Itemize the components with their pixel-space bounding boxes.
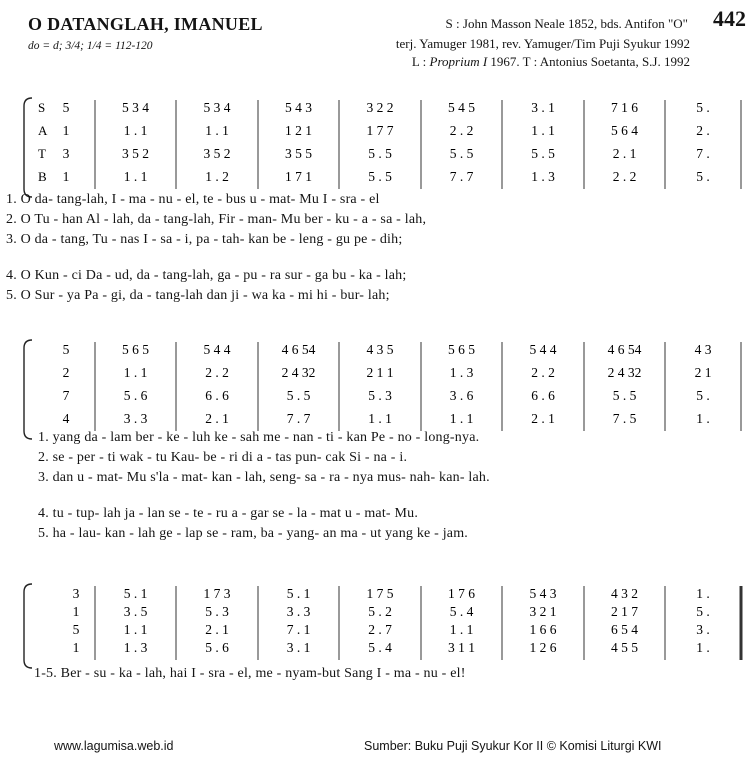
note-group: 1 . 3 xyxy=(449,365,474,380)
note-group: 5 4 3 xyxy=(529,586,557,601)
note-group: 5 6 5 xyxy=(448,342,475,357)
note-group: 1 . 1 xyxy=(123,365,148,380)
note-group: 2 . 2 xyxy=(449,123,474,138)
note-group: 5 4 4 xyxy=(529,342,557,357)
note-group: 3 1 1 xyxy=(448,640,475,655)
note-group: 4 5 5 xyxy=(611,640,638,655)
lyrics-verse-line: 4. tu - tup- lah ja - lan se - te - ru a - gar se - la - mat u - mat- Mu. xyxy=(38,506,419,521)
note-group: 1 . xyxy=(696,586,710,601)
note-group: 2 . 2 xyxy=(205,365,229,380)
note-group: 5 . 3 xyxy=(205,604,229,619)
note-group: 3 5 2 xyxy=(203,146,231,161)
note-group: 6 . 6 xyxy=(205,388,229,403)
note-group: 4 3 2 xyxy=(611,586,638,601)
note-group: 1 6 6 xyxy=(529,622,557,637)
hymn-number: 442 xyxy=(713,6,746,31)
note-group: 7 xyxy=(62,388,70,403)
lyrics-verse-line: 5. ha - lau- kan - lah ge - lap se - ram, ba - yang- an ma - ut yang ke - jam. xyxy=(38,526,468,541)
note-group: 1 xyxy=(72,604,80,619)
note-group: 3 . 1 xyxy=(531,100,555,115)
system-bracket xyxy=(24,340,32,439)
system-bracket xyxy=(24,584,32,668)
note-group: 5 . xyxy=(696,604,710,619)
note-group: 1 . 1 xyxy=(368,411,392,426)
note-group: 1 2 1 xyxy=(285,123,312,138)
note-group: 2 . 2 xyxy=(531,365,555,380)
note-group: 1 7 3 xyxy=(203,586,231,601)
note-group: 5 . 5 xyxy=(612,388,637,403)
note-group: 1 . 1 xyxy=(123,622,148,637)
meter-tempo: do = d; 3/4; 1/4 = 112-120 xyxy=(28,40,153,52)
system-1-notation xyxy=(0,92,746,202)
voice-label-a: A xyxy=(38,123,48,138)
credit-tune: L : Proprium I 1967. T : Antonius Soetanta, S.J. 1992 xyxy=(411,54,690,69)
note-group: 1 . 1 xyxy=(123,123,148,138)
note-group: 2 . 1 xyxy=(612,146,637,161)
note-group: 5 4 3 xyxy=(285,100,312,115)
note-group: 4 6 54 xyxy=(607,342,642,357)
note-group: 1 . xyxy=(696,411,710,426)
note-group: 5 xyxy=(62,100,70,115)
note-group: 5 . 4 xyxy=(368,640,392,655)
note-group: 7 . 7 xyxy=(286,411,311,426)
note-group: 5 . xyxy=(696,388,710,403)
voice-label-t: T xyxy=(38,146,46,161)
lyrics-verse-line: 1-5. Ber - su - ka - lah, hai I - sra - el, me - nyam-but Sang I - ma - nu - el! xyxy=(34,666,466,681)
note-group: 4 3 5 xyxy=(366,342,394,357)
note-group: 5 6 5 xyxy=(122,342,149,357)
note-group: 1 xyxy=(62,169,70,184)
note-group: 3 . 1 xyxy=(286,640,311,655)
voice-label-b: B xyxy=(38,169,47,184)
note-group: 2 . 1 xyxy=(205,411,229,426)
hymn-title: O DATANGLAH, IMANUEL xyxy=(28,14,263,34)
note-group: 1 xyxy=(62,123,70,138)
note-group: 3 5 5 xyxy=(285,146,312,161)
note-group: 2 . 1 xyxy=(205,622,229,637)
note-group: 5 . 3 xyxy=(368,388,392,403)
note-group: 3 . xyxy=(696,622,710,637)
note-group: 1 2 6 xyxy=(529,640,557,655)
note-group: 3 . 3 xyxy=(123,411,148,426)
voice-label-s: S xyxy=(38,100,46,115)
lyrics-verse-line: 4. O Kun - ci Da - ud, da - tang-lah, ga - pu - ra sur - ga bu - ka - lah; xyxy=(6,268,407,283)
credit-text-author: S : John Masson Neale 1852, bds. Antifon "O" xyxy=(445,16,688,31)
lyrics-verse-line: 5. O Sur - ya Pa - gi, da - tang-lah dan ji - wa ka - mi hi - bur- lah; xyxy=(6,288,390,303)
note-group: 5 . 1 xyxy=(286,586,311,601)
note-group: 1 . 1 xyxy=(123,169,148,184)
note-group: 1 . 1 xyxy=(205,123,229,138)
note-group: 5 4 4 xyxy=(203,342,231,357)
credit-translation: terj. Yamuger 1981, rev. Yamuger/Tim Puji Syukur 1992 xyxy=(395,36,690,51)
note-group: 5 . xyxy=(696,169,710,184)
note-group: 5 . 5 xyxy=(449,146,474,161)
note-group: 5 . 5 xyxy=(531,146,555,161)
note-group: 6 5 4 xyxy=(611,622,638,637)
note-group: 5 . xyxy=(696,100,710,115)
note-group: 2 1 1 xyxy=(366,365,394,380)
note-group: 5 . 4 xyxy=(449,604,474,619)
footer-source: Sumber: Buku Puji Syukur Kor II © Komisi Liturgi KWI xyxy=(364,739,662,753)
system-2 xyxy=(0,336,746,556)
note-group: 1 xyxy=(72,640,80,655)
note-group: 1 7 1 xyxy=(285,169,312,184)
lyrics-verse-line: 1. O da- tang-lah, I - ma - nu - el, te - bus u - mat- Mu I - sra - el xyxy=(6,192,380,207)
note-group: 3 xyxy=(72,586,80,601)
note-group: 5 xyxy=(62,342,70,357)
note-group: 1 7 6 xyxy=(448,586,475,601)
note-group: 7 . xyxy=(696,146,710,161)
note-group: 1 . 2 xyxy=(205,169,229,184)
system-3 xyxy=(0,582,746,692)
note-group: 5 6 4 xyxy=(611,123,638,138)
note-group: 5 . 5 xyxy=(286,388,311,403)
lyrics-verse-line: 1. yang da - lam ber - ke - luh ke - sah me - nan - ti - kan Pe - no - long-nya. xyxy=(38,430,480,445)
note-group: 5 3 4 xyxy=(203,100,231,115)
note-group: 2 4 32 xyxy=(281,365,316,380)
note-group: 5 . 5 xyxy=(368,169,392,184)
note-group: 1 . 3 xyxy=(123,640,148,655)
note-group: 3 xyxy=(62,146,70,161)
note-group: 2 . xyxy=(696,123,710,138)
lyrics-verse-line: 2. se - per - ti wak - tu Kau- be - ri di a - tas pun- cak Si - na - i. xyxy=(38,450,408,465)
note-group: 5 3 4 xyxy=(122,100,149,115)
lyrics-verse-line: 2. O Tu - han Al - lah, da - tang-lah, Fir - man- Mu ber - ku - a - sa - lah, xyxy=(6,212,427,227)
footer-website: www.lagumisa.web.id xyxy=(54,739,174,753)
note-group: 3 5 2 xyxy=(122,146,149,161)
note-group: 5 . 6 xyxy=(205,640,229,655)
note-group: 2 4 32 xyxy=(607,365,642,380)
lyrics-verse-line: 3. O da - tang, Tu - nas I - sa - i, pa - tah- kan be - leng - gu pe - dih; xyxy=(6,232,403,247)
note-group: 1 7 5 xyxy=(366,586,394,601)
note-group: 2 . 7 xyxy=(368,622,392,637)
note-group: 5 . 5 xyxy=(368,146,392,161)
note-group: 1 . xyxy=(696,640,710,655)
note-group: 2 . 1 xyxy=(531,411,555,426)
note-group: 2 1 7 xyxy=(611,604,638,619)
note-group: 2 1 xyxy=(694,365,712,380)
note-group: 1 7 7 xyxy=(366,123,394,138)
note-group: 5 . 2 xyxy=(368,604,392,619)
note-group: 1 . 1 xyxy=(449,411,474,426)
note-group: 5 . 1 xyxy=(123,586,148,601)
note-group: 3 2 1 xyxy=(529,604,557,619)
note-group: 4 6 54 xyxy=(281,342,316,357)
note-group: 7 1 6 xyxy=(611,100,638,115)
note-group: 4 3 xyxy=(694,342,712,357)
note-group: 3 . 6 xyxy=(449,388,474,403)
note-group: 7 . 5 xyxy=(612,411,637,426)
note-group: 3 2 2 xyxy=(366,100,394,115)
note-group: 2 . 2 xyxy=(612,169,637,184)
system-1 xyxy=(0,92,746,312)
note-group: 3 . 3 xyxy=(286,604,311,619)
note-group: 1 . 1 xyxy=(531,123,555,138)
note-group: 1 . 3 xyxy=(531,169,555,184)
note-group: 5 xyxy=(72,622,80,637)
note-group: 2 xyxy=(62,365,70,380)
lyrics-verse-line: 3. dan u - mat- Mu s'la - mat- kan - lah, seng- sa - ra - nya mus- nah- kan- lah. xyxy=(38,470,490,485)
note-group: 5 . 6 xyxy=(123,388,148,403)
note-group: 3 . 5 xyxy=(123,604,148,619)
note-group: 4 xyxy=(62,411,70,426)
note-group: 1 . 1 xyxy=(449,622,474,637)
system-bracket xyxy=(24,98,32,197)
note-group: 7 . 7 xyxy=(449,169,474,184)
note-group: 7 . 1 xyxy=(286,622,311,637)
note-group: 5 4 5 xyxy=(448,100,475,115)
note-group: 6 . 6 xyxy=(531,388,555,403)
